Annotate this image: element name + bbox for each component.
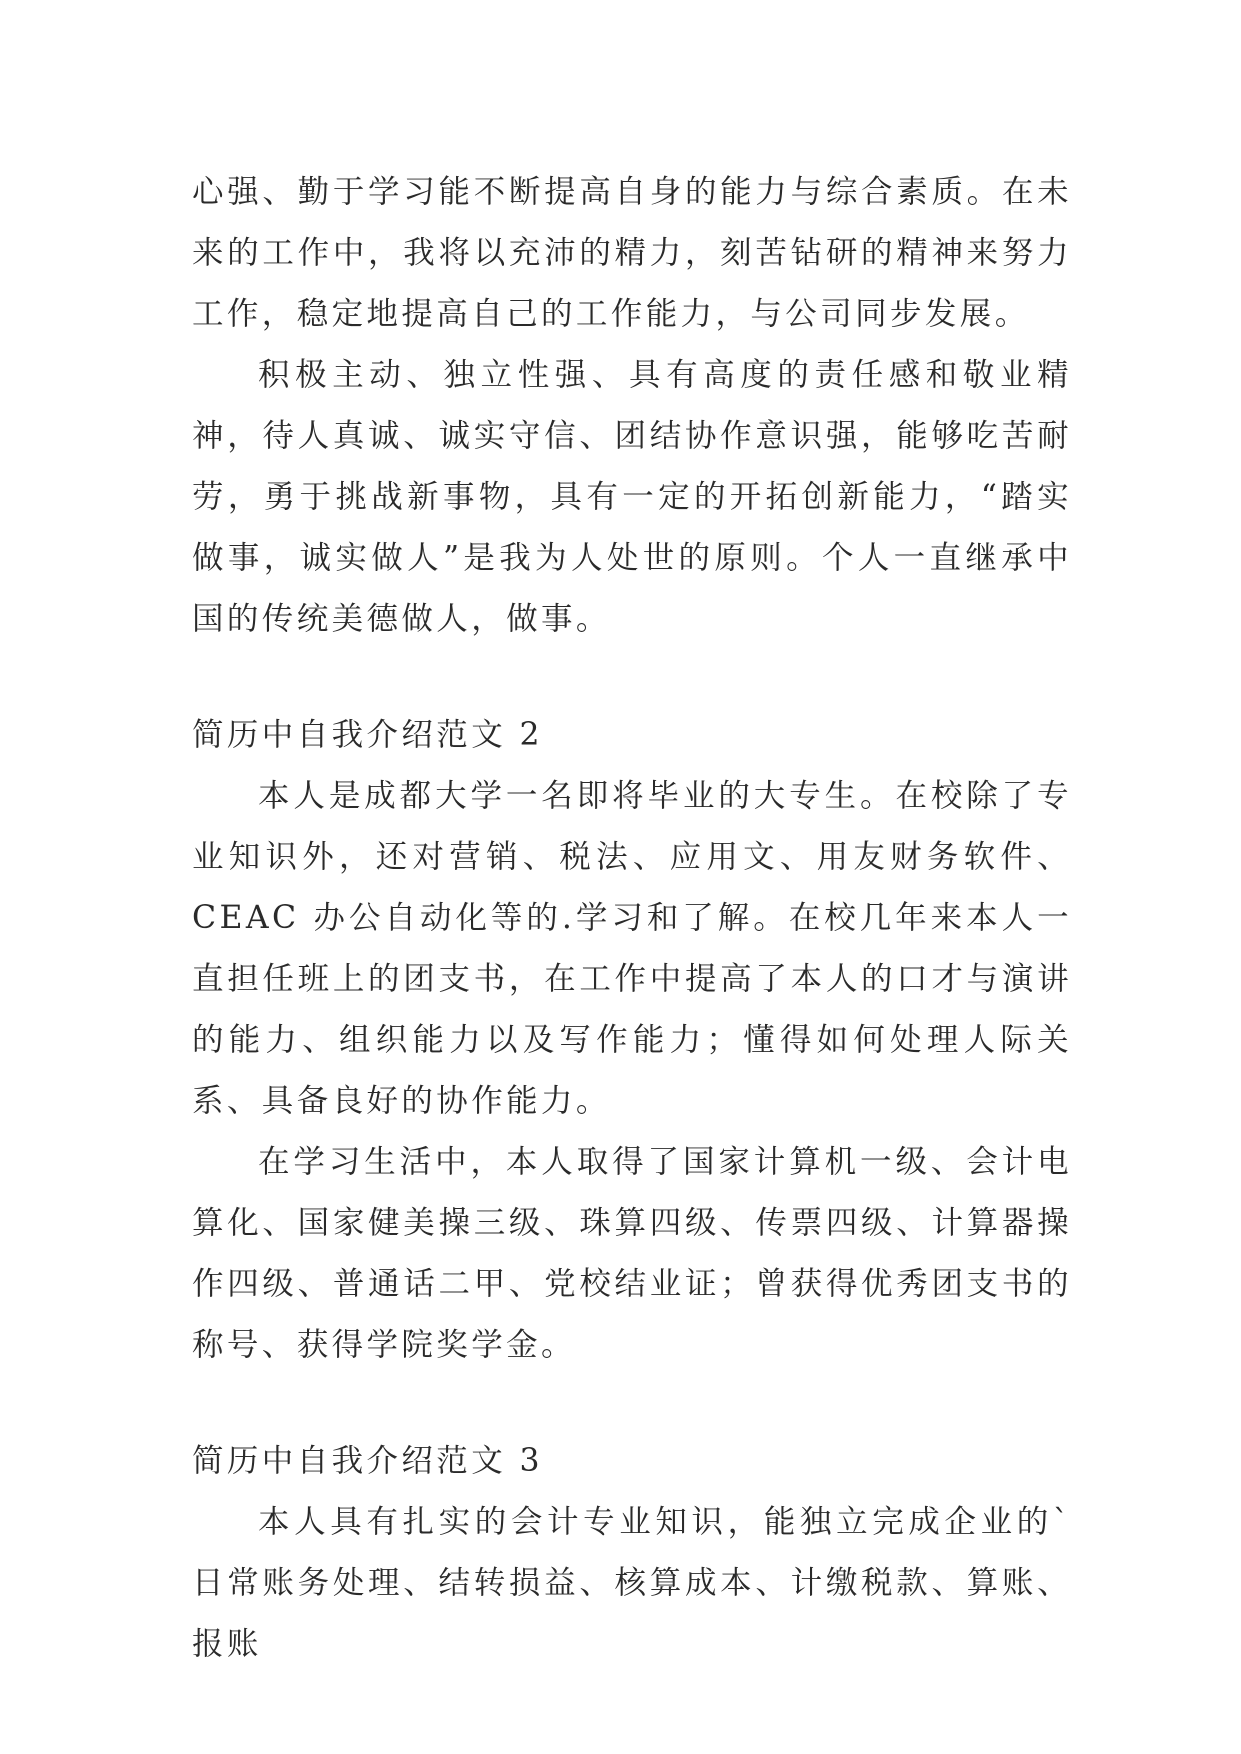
section-heading-2: 简历中自我介绍范文 2 — [192, 717, 543, 753]
paragraph-1: 心强、勤于学习能不断提高自身的能力与综合素质。在未来的工作中，我将以充沛的精力，刻苦钻研的精神来努力工作，稳定地提高自己的工作能力，与公司同步发展。 — [192, 174, 1072, 332]
section-spacer — [192, 650, 1072, 705]
section-spacer — [192, 1376, 1072, 1431]
section-heading-3: 简历中自我介绍范文 3 — [192, 1443, 543, 1479]
paragraph-3: 本人是成都大学一名即将毕业的大专生。在校除了专业知识外，还对营销、税法、应用文、用友财务软件、CEAC 办公自动化等的.学习和了解。在校几年来本人一直担任班上的团支书，在工作中提高了本人的口才与演讲的能力、组织能力以及写作能力；懂得如何处理人际关系、具备良好的协作能力。 — [192, 778, 1072, 1119]
paragraph-4: 在学习生活中，本人取得了国家计算机一级、会计电算化、国家健美操三级、珠算四级、传票四级、计算器操作四级、普通话二甲、党校结业证；曾获得优秀团支书的称号、获得学院奖学金。 — [192, 1144, 1072, 1363]
document-body — [192, 162, 1072, 1675]
paragraph-5: 本人具有扎实的会计专业知识，能独立完成企业的`日常账务处理、结转损益、核算成本、计缴税款、算账、报账 — [192, 1504, 1072, 1662]
paragraph-2: 积极主动、独立性强、具有高度的责任感和敬业精神，待人真诚、诚实守信、团结协作意识强，能够吃苦耐劳，勇于挑战新事物，具有一定的开拓创新能力，“踏实做事，诚实做人”是我为人处世的原则。个人一直继承中国的传统美德做人，做事。 — [192, 357, 1072, 637]
